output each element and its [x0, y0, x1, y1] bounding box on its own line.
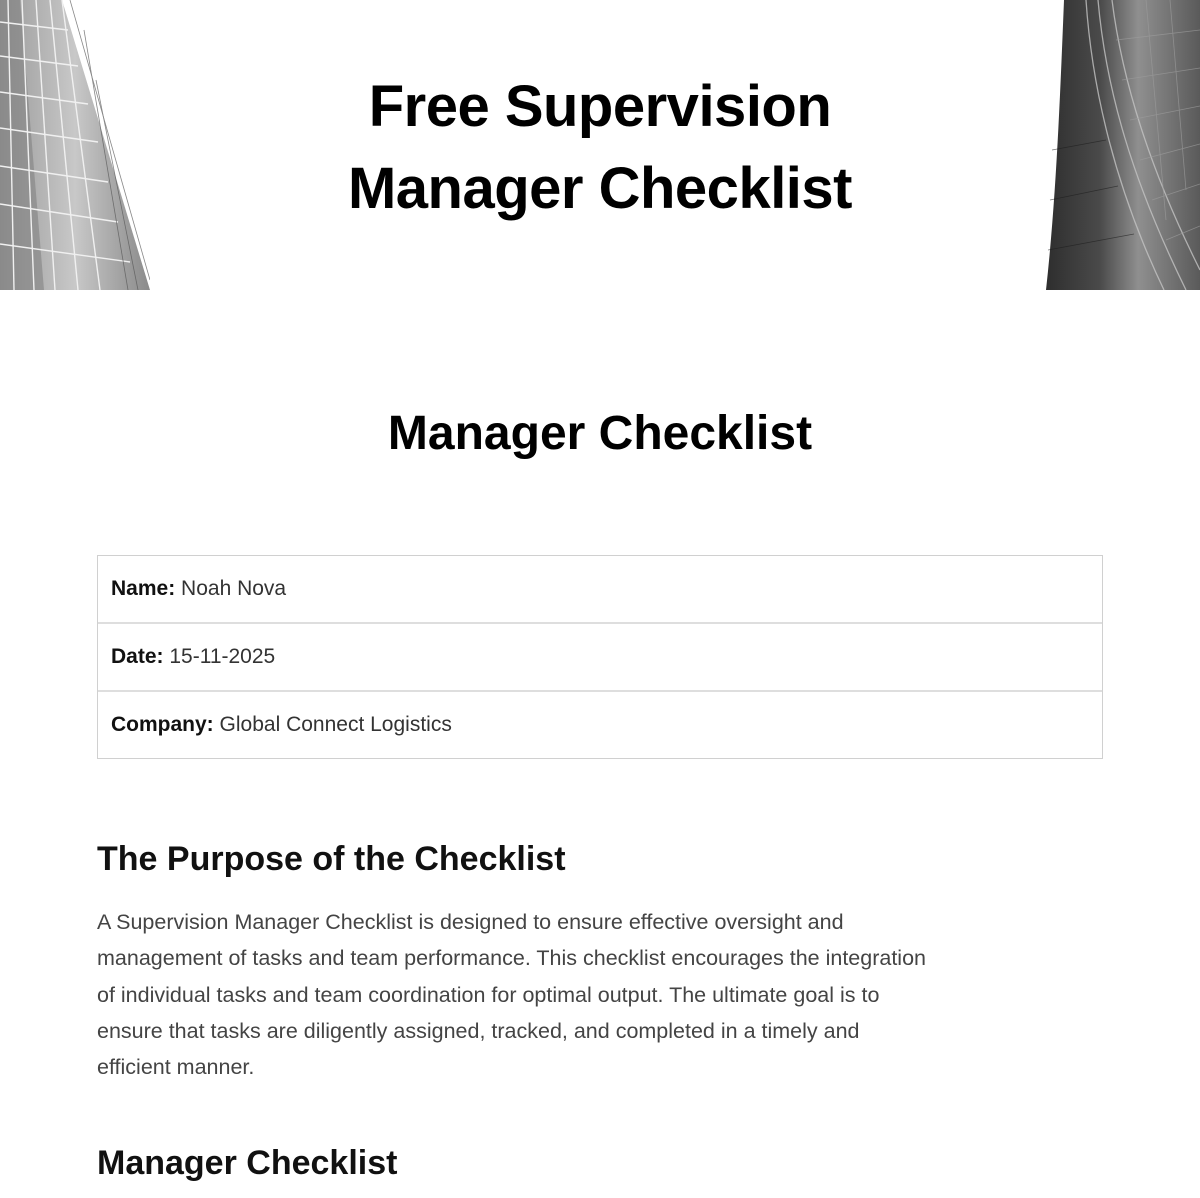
- name-value: Noah Nova: [181, 577, 287, 600]
- info-row-date: [98, 624, 1102, 692]
- purpose-line-5: efficient manner.: [97, 1055, 255, 1080]
- building-facade-photo: [0, 0, 150, 290]
- purpose-line-4: ensure that tasks are diligently assigned, tracked, and completed in a timely and: [97, 1018, 860, 1043]
- curved-skyscraper-photo: [1046, 0, 1200, 290]
- date-value: 15-11-2025: [169, 645, 276, 668]
- purpose-line-1: A Supervision Manager Checklist is designed to ensure effective oversight and: [97, 910, 844, 934]
- info-table: [97, 555, 1103, 759]
- company-label: Company:: [111, 713, 214, 736]
- checklist-heading: Manager Checklist: [97, 1144, 398, 1182]
- info-row-name: [98, 556, 1102, 624]
- company-value: Global Connect Logistics: [219, 713, 452, 736]
- document-title-line1: Free Supervision: [368, 74, 832, 139]
- purpose-paragraph: [97, 904, 1107, 1085]
- purpose-heading: The Purpose of the Checklist: [97, 840, 566, 878]
- name-label: Name:: [111, 577, 176, 600]
- purpose-line-2: management of tasks and team performance. This checklist encourages the integration: [97, 946, 926, 971]
- document-title: [250, 66, 950, 230]
- date-label: Date:: [111, 645, 164, 668]
- info-row-company: [98, 692, 1102, 758]
- document-title-line2: Manager Checklist: [347, 156, 852, 221]
- subtitle: Manager Checklist: [387, 407, 813, 460]
- purpose-line-3: of individual tasks and team coordination for optimal output. The ultimate goal is to: [97, 982, 880, 1007]
- document-header: [0, 0, 1200, 290]
